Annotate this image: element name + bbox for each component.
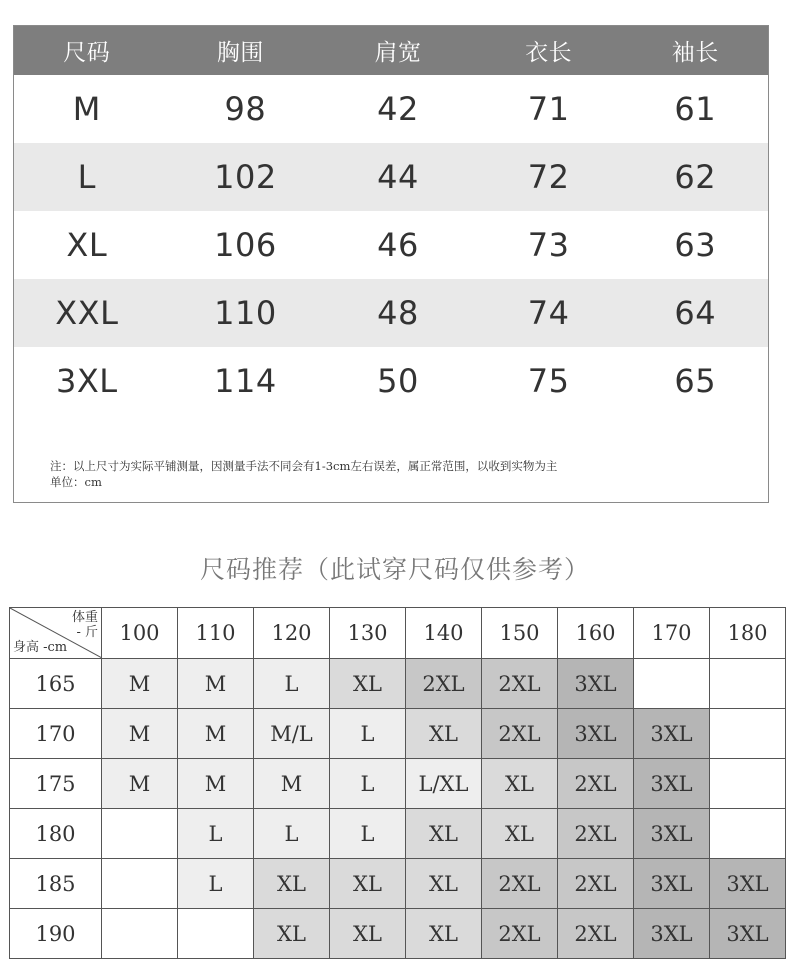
size-cell: 2XL (482, 859, 558, 909)
size-cell: L (178, 859, 254, 909)
size-cell: M (178, 759, 254, 809)
size-cell: L (254, 809, 330, 859)
size-cell: 3XL (634, 709, 710, 759)
weight-header: 150 (482, 608, 558, 659)
size-cell: 3XL (558, 659, 634, 709)
shoulder-cell: 50 (377, 362, 419, 400)
size-cell: XL (254, 909, 330, 959)
size-row-xxl (14, 279, 768, 347)
chest-cell: 114 (214, 362, 277, 400)
size-cell: 2XL (558, 809, 634, 859)
height-cell: 175 (10, 759, 102, 809)
size-cell: XL (406, 909, 482, 959)
header-shoulder: 肩宽 (374, 40, 422, 66)
size-cell: XL (330, 859, 406, 909)
shoulder-cell: 42 (377, 90, 419, 128)
weight-header: 130 (330, 608, 406, 659)
size-row-3xl (14, 347, 768, 415)
size-cell: M (102, 709, 178, 759)
size-cell: XL (254, 859, 330, 909)
size-cell: XL (482, 759, 558, 809)
height-cell: 180 (10, 809, 102, 859)
weight-header: 170 (634, 608, 710, 659)
size-chart-header-row (14, 26, 768, 75)
sleeve-cell: 65 (674, 362, 717, 400)
size-cell (102, 809, 178, 859)
height-row-170 (10, 709, 786, 759)
height-cell: 170 (10, 709, 102, 759)
length-cell: 75 (527, 362, 570, 400)
weight-header: 180 (710, 608, 786, 659)
size-cell: L (330, 809, 406, 859)
height-row-180 (10, 809, 786, 859)
size-cell: 2XL (482, 659, 558, 709)
size-cell (102, 909, 178, 959)
height-cell: 165 (10, 659, 102, 709)
chest-cell: 102 (214, 158, 277, 196)
size-cell: M (254, 759, 330, 809)
measurement-note (50, 458, 557, 490)
size-cell: XL (66, 226, 108, 264)
size-cell: 3XL (56, 362, 118, 400)
size-cell: 3XL (634, 859, 710, 909)
size-cell: 3XL (558, 709, 634, 759)
size-cell: M (102, 759, 178, 809)
size-cell: M (178, 709, 254, 759)
size-cell: 2XL (558, 859, 634, 909)
shoulder-cell: 48 (377, 294, 419, 332)
weight-label-text: 体重 (71, 610, 98, 625)
size-row-l (14, 143, 768, 211)
size-cell: L (330, 709, 406, 759)
weight-unit-text: - 斤 (76, 625, 98, 640)
size-cell (710, 809, 786, 859)
size-row-xl (14, 211, 768, 279)
size-cell: L (330, 759, 406, 809)
size-cell: 3XL (634, 909, 710, 959)
size-cell: 2XL (406, 659, 482, 709)
chest-cell: 98 (224, 90, 267, 128)
size-cell: 3XL (634, 809, 710, 859)
weight-header: 100 (102, 608, 178, 659)
header-sleeve: 袖长 (671, 40, 719, 66)
size-cell: M (102, 659, 178, 709)
height-cell: 190 (10, 909, 102, 959)
size-cell: XL (406, 709, 482, 759)
size-cell: 2XL (558, 909, 634, 959)
sleeve-cell: 62 (674, 158, 717, 196)
height-row-190 (10, 909, 786, 959)
size-cell: L/XL (406, 759, 482, 809)
weight-label (72, 610, 98, 640)
weight-header: 140 (406, 608, 482, 659)
corner-cell (10, 608, 102, 659)
weight-header: 110 (178, 608, 254, 659)
size-cell: 3XL (710, 859, 786, 909)
size-cell: XL (406, 809, 482, 859)
size-cell (178, 909, 254, 959)
length-cell: 74 (527, 294, 570, 332)
weight-header-row (10, 608, 786, 659)
height-row-165 (10, 659, 786, 709)
size-cell: 2XL (558, 759, 634, 809)
header-length: 衣长 (525, 40, 573, 66)
size-recommend-table (9, 607, 786, 959)
size-cell: 3XL (710, 909, 786, 959)
size-cell: L (254, 659, 330, 709)
size-cell: XL (406, 859, 482, 909)
weight-header: 160 (558, 608, 634, 659)
size-cell: 2XL (482, 709, 558, 759)
size-chart-table (13, 25, 769, 503)
weight-header: 120 (254, 608, 330, 659)
height-row-175 (10, 759, 786, 809)
sleeve-cell: 64 (674, 294, 717, 332)
size-cell: XL (482, 809, 558, 859)
header-chest: 胸围 (216, 40, 264, 66)
size-cell: XXL (55, 294, 119, 332)
size-row-m (14, 75, 768, 143)
recommend-title: 尺码推荐（此试穿尺码仅供参考） (199, 555, 590, 584)
size-cell: M (72, 90, 101, 128)
size-cell: L (178, 809, 254, 859)
size-cell (634, 659, 710, 709)
size-cell: 3XL (634, 759, 710, 809)
size-cell (710, 659, 786, 709)
shoulder-cell: 46 (377, 226, 419, 264)
shoulder-cell: 44 (377, 158, 419, 196)
height-label: 身高 -cm (13, 640, 68, 655)
chest-cell: 106 (214, 226, 277, 264)
chest-cell: 110 (214, 294, 277, 332)
unit-line: 单位：cm (50, 475, 102, 489)
length-cell: 72 (527, 158, 570, 196)
size-cell: XL (330, 909, 406, 959)
length-cell: 71 (527, 90, 570, 128)
sleeve-cell: 61 (674, 90, 717, 128)
size-cell (710, 709, 786, 759)
height-row-185 (10, 859, 786, 909)
sleeve-cell: 63 (674, 226, 717, 264)
length-cell: 73 (527, 226, 570, 264)
height-cell: 185 (10, 859, 102, 909)
header-size: 尺码 (63, 40, 111, 66)
size-cell: L (77, 158, 96, 196)
size-cell (102, 859, 178, 909)
size-cell: 2XL (482, 909, 558, 959)
note-line: 注：以上尺寸为实际平铺测量，因测量手法不同会有1-3cm左右误差，属正常范围，以收到实物为主 (50, 459, 558, 473)
size-cell: XL (330, 659, 406, 709)
size-cell: M/L (254, 709, 330, 759)
size-cell: M (178, 659, 254, 709)
size-cell (710, 759, 786, 809)
